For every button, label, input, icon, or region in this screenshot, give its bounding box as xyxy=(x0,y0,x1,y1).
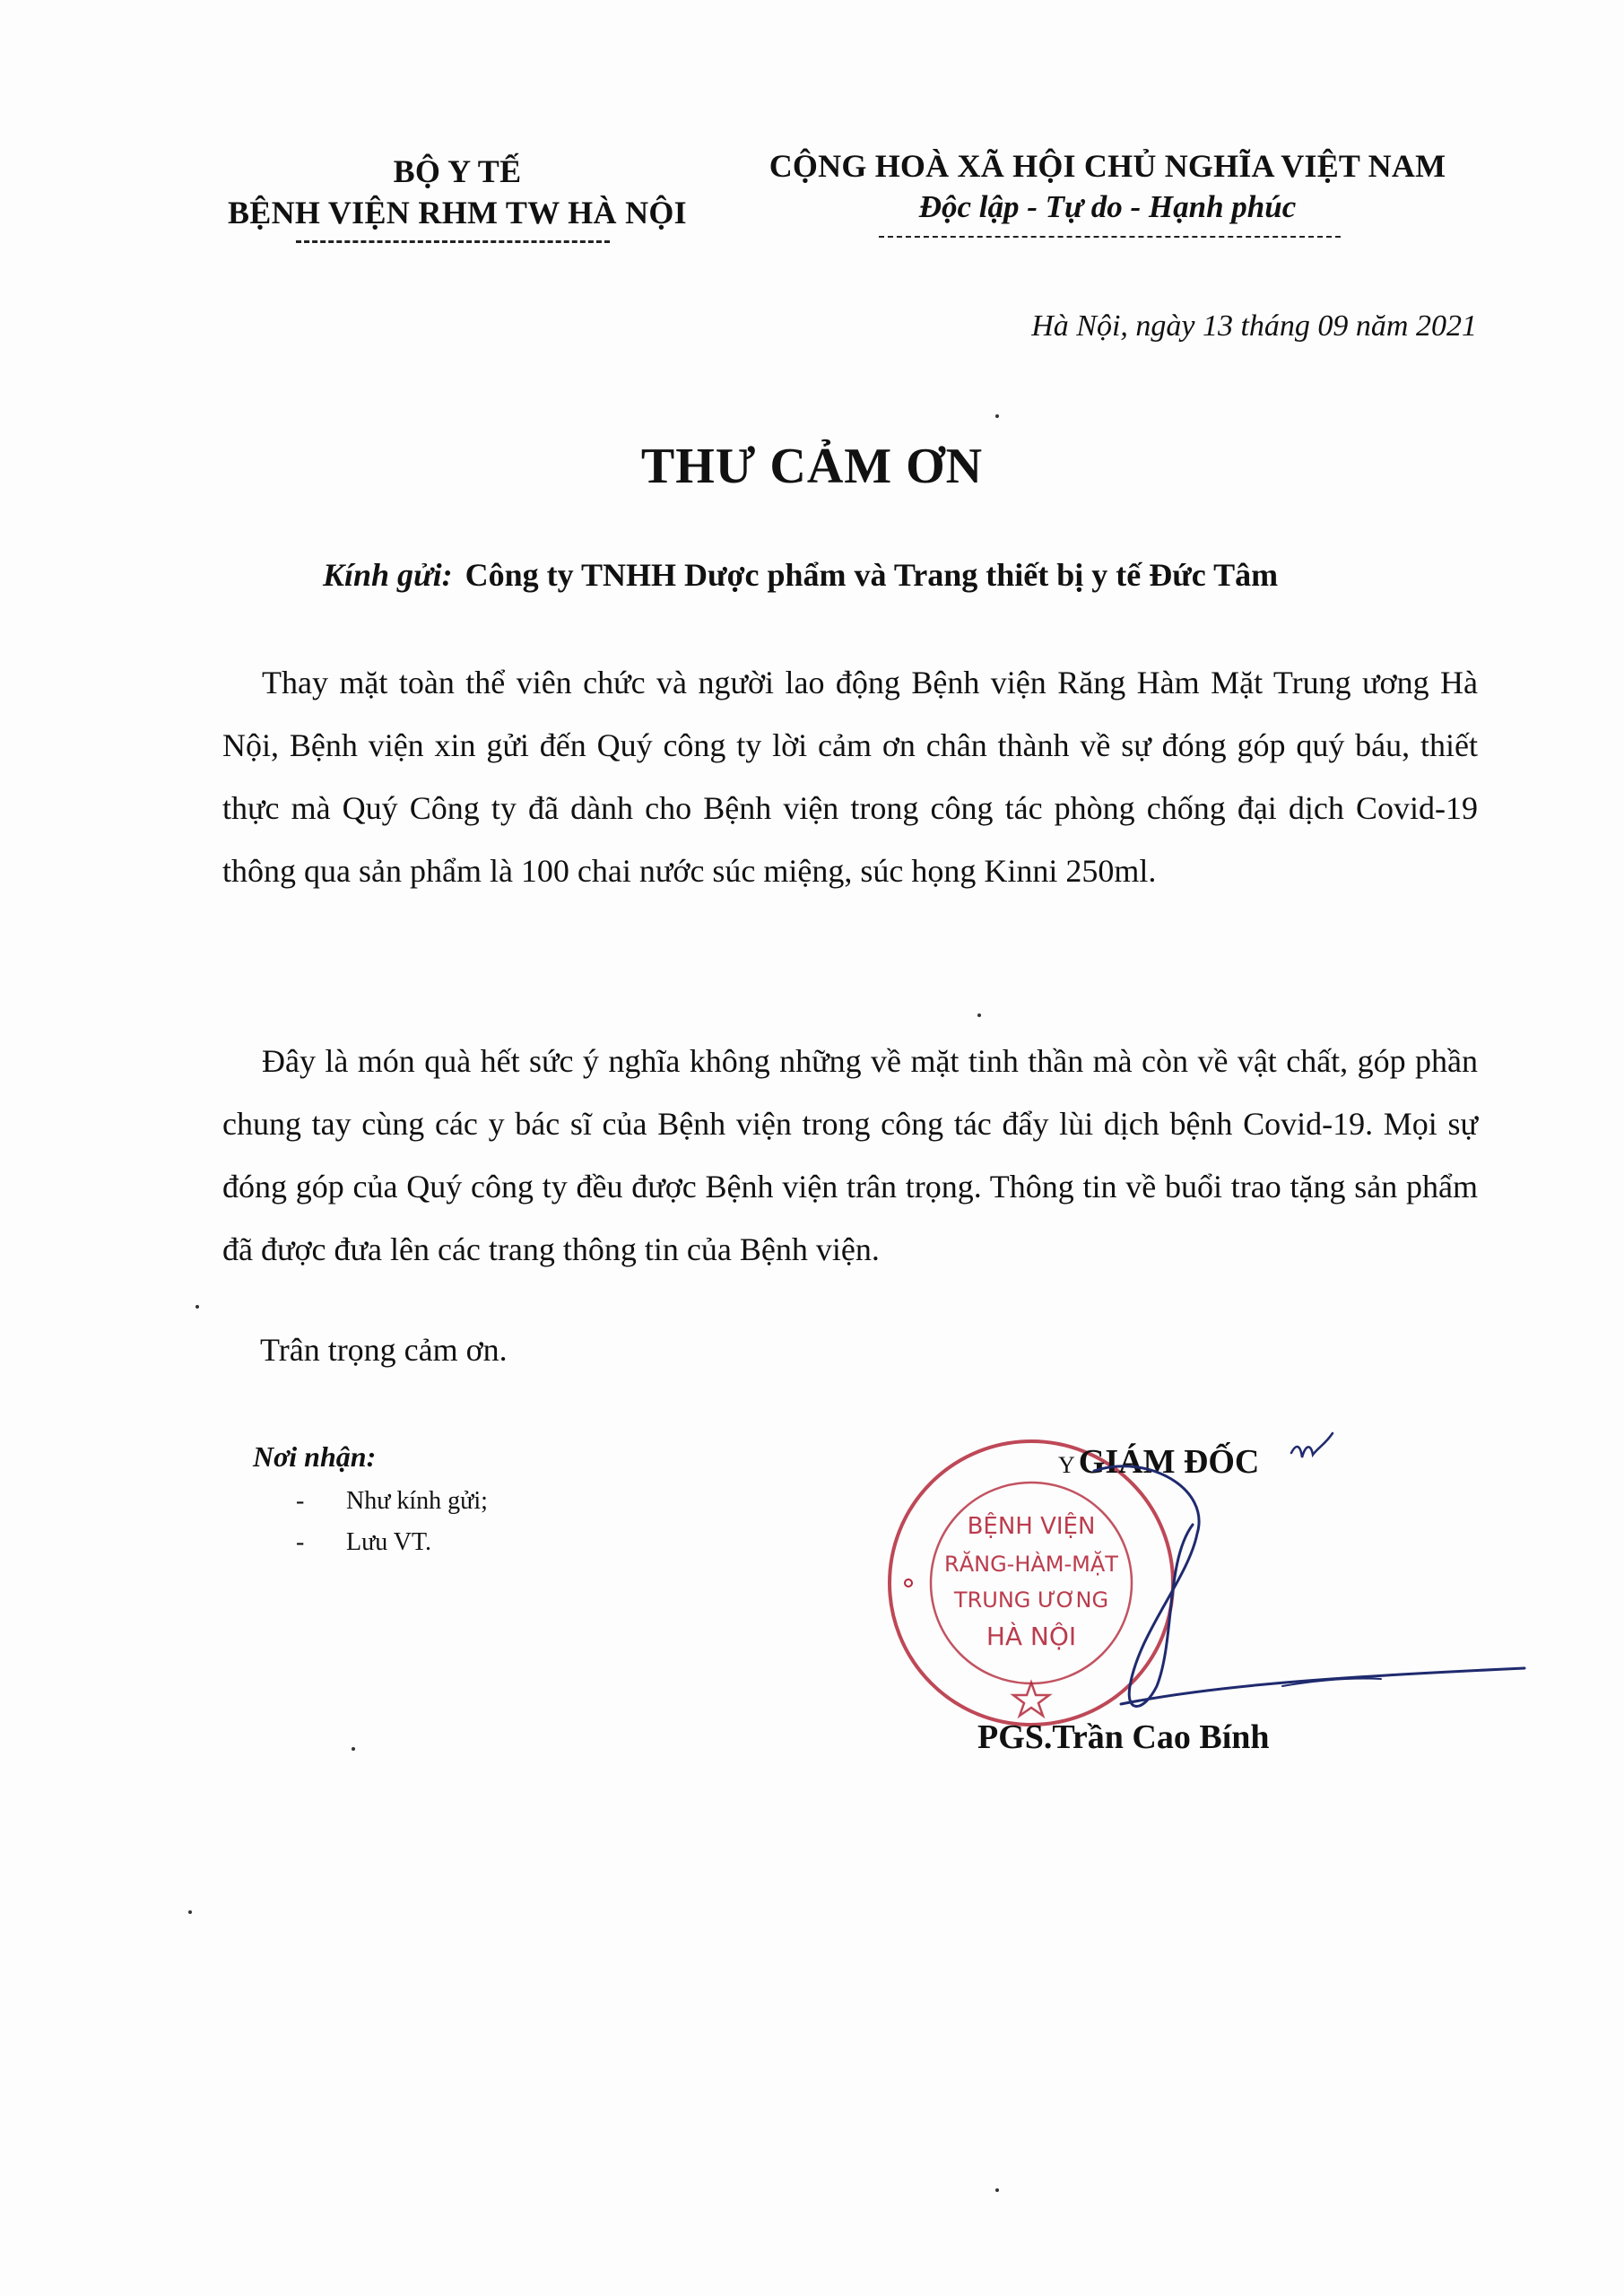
director-title-text: GIÁM ĐỐC xyxy=(1078,1443,1260,1481)
recipients-list-item xyxy=(296,1487,488,1516)
list-item-text: Lưu VT. xyxy=(346,1528,432,1556)
scan-speck xyxy=(995,2188,999,2192)
list-bullet: - xyxy=(296,1487,305,1515)
national-motto: Độc lập - Tự do - Hạnh phúc xyxy=(918,189,1297,224)
document-title: THƯ CẢM ƠN xyxy=(640,439,984,494)
seal-line-1: BỆNH VIỆN xyxy=(967,1513,1096,1540)
scan-speck xyxy=(352,1747,355,1751)
scan-speck xyxy=(977,1013,981,1017)
scan-speck xyxy=(195,1305,199,1309)
date-line: Hà Nội, ngày 13 tháng 09 năm 2021 xyxy=(1031,309,1477,343)
scan-speck xyxy=(995,414,999,418)
signer-name: PGS.Trần Cao Bính xyxy=(977,1718,1270,1756)
recipient-line xyxy=(323,556,1278,594)
recipients-list-item xyxy=(296,1528,431,1557)
issuer-underline xyxy=(296,240,610,243)
nation-block xyxy=(735,145,1480,228)
list-bullet: - xyxy=(296,1528,305,1556)
signature-icon xyxy=(986,1417,1542,1758)
body-paragraph-2: Đây là món quà hết sức ý nghĩa không những về mặt tinh thần mà còn về vật chất, góp phần chung tay cùng các y bác sĩ của Bệnh viện trong công tác đẩy lùi dịch bệnh Covid-19. Mọi sự đóng góp của Quý công ty đều được Bệnh viện trân trọng. Thông tin về buổi trao tặng sản phẩm đã được đưa lên các trang thông tin của Bệnh viện. xyxy=(222,1043,1478,1267)
scan-speck xyxy=(188,1910,192,1914)
seal-line-4: HÀ NỘI xyxy=(986,1622,1077,1651)
director-prefix: Y xyxy=(1058,1452,1075,1478)
recipient-name: Công ty TNHH Dược phẩm và Trang thiết bị y tế Đức Tâm xyxy=(465,557,1279,593)
list-item-text: Như kính gửi; xyxy=(346,1487,488,1515)
nation-name: CỘNG HOÀ XÃ HỘI CHỦ NGHĨA VIỆT NAM xyxy=(769,148,1446,184)
recipient-label: Kính gửi: xyxy=(323,557,453,593)
hospital-name: BỆNH VIỆN RHM TW HÀ NỘI xyxy=(228,195,687,230)
seal-line-2: RĂNG-HÀM-MẶT xyxy=(944,1552,1118,1577)
seal-line-3: TRUNG ƯƠNG xyxy=(953,1587,1109,1613)
closing-line: Trân trọng cảm ơn. xyxy=(260,1332,508,1368)
issuer-block xyxy=(179,151,735,233)
nation-underline xyxy=(879,236,1341,238)
ministry-name: BỘ Y TẾ xyxy=(393,153,522,189)
recipients-list-label: Nơi nhận: xyxy=(253,1440,377,1473)
body-paragraph-1: Thay mặt toàn thể viên chức và người lao động Bệnh viện Răng Hàm Mặt Trung ương Hà Nội, Bệnh viện xin gửi đến Quý công ty lời cảm ơn chân thành về sự đóng góp quý báu, thiết thực mà Quý Công ty đã dành cho Bệnh viện trong công tác phòng chống đại dịch Covid-19 thông qua sản phẩm là 100 chai nước súc miệng, súc họng Kinni 250ml. xyxy=(222,665,1478,889)
